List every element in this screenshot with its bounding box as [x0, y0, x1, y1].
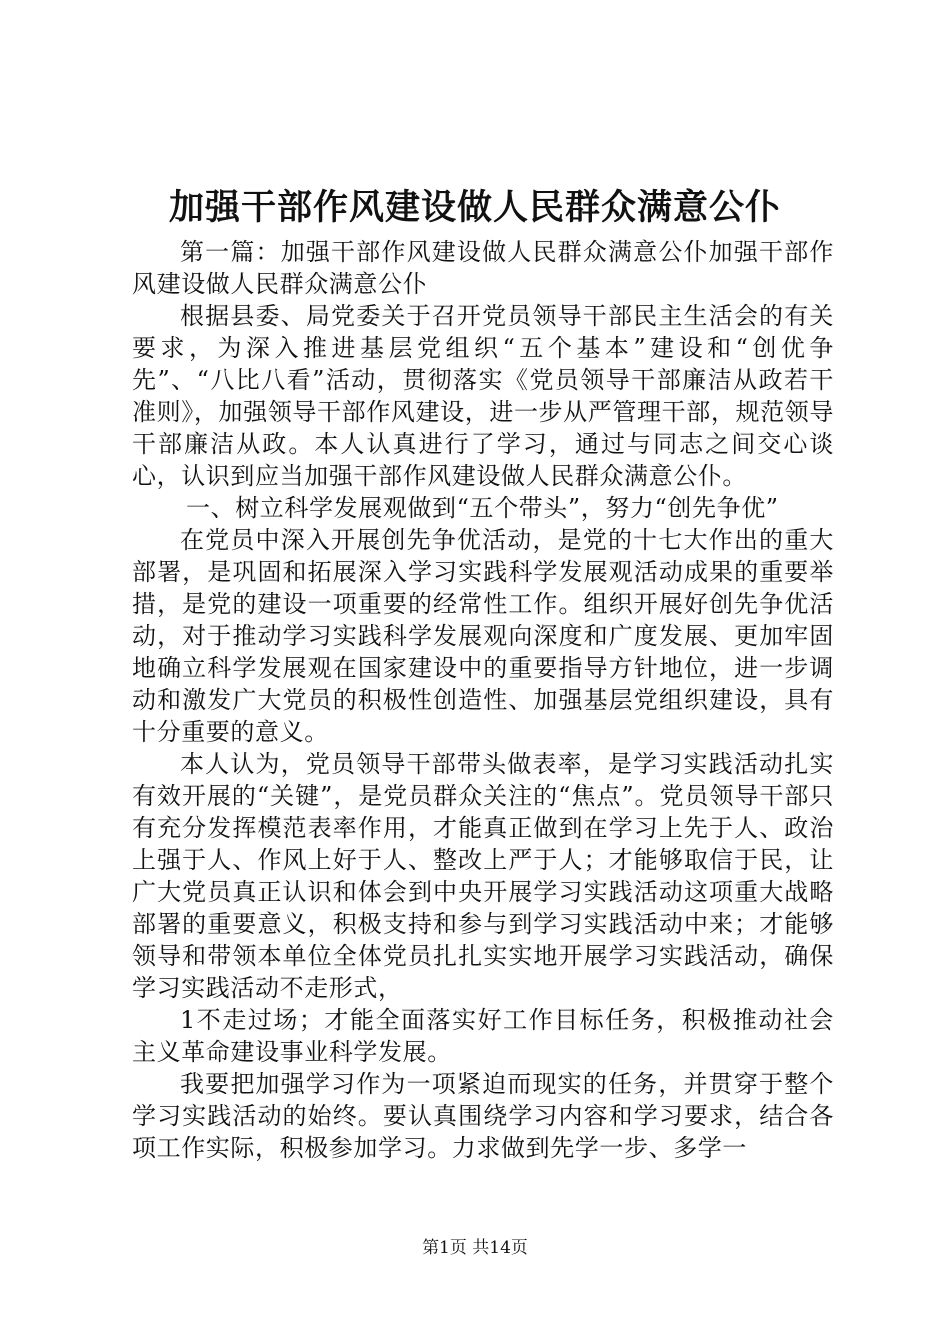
paragraph-continuation: 1不走过场；才能全面落实好工作目标任务，积极推动社会主义革命建设事业科学发展。	[132, 1006, 834, 1066]
paragraph-intro: 第一篇：加强干部作风建设做人民群众满意公仆加强干部作风建设做人民群众满意公仆	[132, 238, 834, 298]
paragraph-study: 我要把加强学习作为一项紧迫而现实的任务，并贯穿于整个学习实践活动的始终。要认真围绕学习内容和学习要求，结合各项工作实际，积极参加学习。力求做到先学一步、多学一	[132, 1070, 834, 1162]
document-title: 加强干部作风建设做人民群众满意公仆	[168, 187, 781, 228]
section-heading-1: 一、树立科学发展观做到“五个带头”，努力“创先争优”	[186, 494, 779, 522]
paragraph-background: 根据县委、局党委关于召开党员领导干部民主生活会的有关要求，为深入推进基层党组织“五个基本”建设和“创优争先”、“八比八看”活动，贯彻落实《党员领导干部廉洁从政若干准则》，加强领导干部作风建设，进一步从严管理干部，规范领导干部廉洁从政。本人认真进行了学习，通过与同志之间交心谈心，认识到应当加强干部作风建设做人民群众满意公仆。	[132, 302, 834, 490]
paragraph-significance: 在党员中深入开展创先争优活动，是党的十七大作出的重大部署，是巩固和拓展深入学习实践科学发展观活动成果的重要举措，是党的建设一项重要的经常性工作。组织开展好创先争优活动，对于推动学习实践科学发展观向深度和广度发展、更加牢固地确立科学发展观在国家建设中的重要指导方针地位，进一步调动和激发广大党员的积极性创造性、加强基层党组织建设，具有十分重要的意义。	[132, 526, 834, 746]
page-number-footer: 第1页 共14页	[422, 1238, 528, 1258]
paragraph-role-model: 本人认为，党员领导干部带头做表率，是学习实践活动扎实有效开展的“关键”，是党员群众关注的“焦点”。党员领导干部只有充分发挥模范表率作用，才能真正做到在学习上先于人、政治上强于人、作风上好于人、整改上严于人；才能够取信于民，让广大党员真正认识和体会到中央开展学习实践活动这项重大战略部署的重要意义，积极支持和参与到学习实践活动中来；才能够领导和带领本单位全体党员扎扎实实地开展学习实践活动，确保学习实践活动不走形式，	[132, 750, 834, 1002]
document-body	[132, 236, 834, 1164]
